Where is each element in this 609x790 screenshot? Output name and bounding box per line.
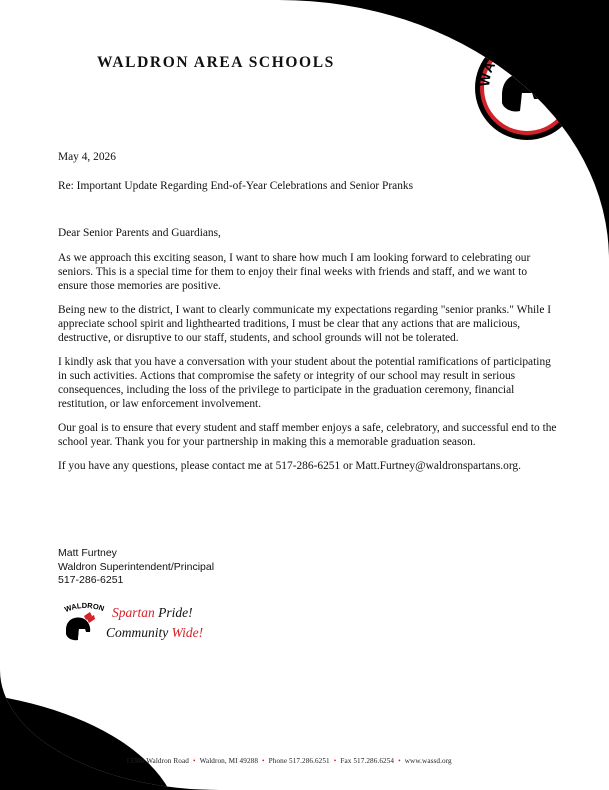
- footer-separator: •: [398, 757, 401, 765]
- letter-date: May 4, 2026: [58, 151, 116, 163]
- letter-greeting: Dear Senior Parents and Guardians,: [58, 227, 221, 239]
- letter-paragraph: As we approach this exciting season, I want to share how much I am looking forward to celebrating our seniors. This is a special time for them to enjoy their final weeks with friends and staff, and we want to ensure those memories are positive.: [58, 252, 531, 292]
- footer-address: 13380 Waldron Road: [126, 757, 189, 765]
- letterhead-title: WALDRON AREA SCHOOLS: [97, 54, 335, 71]
- signer-title: Waldron Superintendent/Principal: [58, 560, 215, 573]
- tagline-wide: Wide!: [171, 625, 204, 640]
- footer-separator: •: [333, 757, 337, 765]
- bottom-left-swoosh: [0, 690, 180, 790]
- footer-separator: •: [262, 757, 265, 765]
- letter-paragraph: If you have any questions, please contact me at 517-286-6251 or Matt.Furtney@waldronspartans.org.: [58, 460, 521, 472]
- spartan-tagline-logo: [60, 600, 112, 644]
- footer-phone: Phone 517.286.6251: [268, 757, 330, 765]
- letter-body: [58, 150, 558, 483]
- signer-name: Matt Furtney: [58, 547, 117, 559]
- tagline-logo-text: WALDRON: [63, 600, 106, 614]
- logo-arc-text: WALDRON: [475, 33, 549, 88]
- svg-text:WALDRON: [63, 601, 105, 614]
- footer-contact: [126, 757, 452, 765]
- letter-subject: Re: Important Update Regarding End-of-Year Celebrations and Senior Pranks: [58, 180, 414, 192]
- footer-fax: Fax 517.286.6254: [340, 757, 395, 765]
- spartan-helmet-logo: [472, 33, 582, 143]
- tagline-pride: Pride!: [158, 605, 193, 620]
- tagline-line-1: [112, 603, 203, 623]
- letter-paragraph: I kindly ask that you have a conversation with your student about the potential ramifications of participating in such activities. Actions that compromise the safety or integrity of our school may result in serious consequences, including the loss of the privilege to participate in the graduation ceremony, financial restitution, or law enforcement involvement.: [58, 356, 551, 410]
- tagline-line-2: [106, 623, 203, 643]
- footer-separator: •: [192, 757, 196, 765]
- letter-paragraph: Being new to the district, I want to clearly communicate my expectations regarding "senior pranks." While I appreciate school spirit and lighthearted traditions, I must be clear that any actions that are malicious, destructive, or disruptive to our staff, students, and school grounds will not be tolerated.: [58, 304, 552, 344]
- tagline-community: Community: [106, 625, 169, 640]
- tagline: [106, 603, 204, 643]
- tagline-spartan: Spartan: [112, 605, 155, 620]
- footer-city: Waldron, MI 49288: [199, 757, 259, 765]
- signer-phone: 517-286-6251: [58, 574, 124, 586]
- letter-paragraph: Our goal is to ensure that every student and staff member enjoys a safe, celebratory, and successful end to the school year. Thank you for your partnership in making this a memorable graduation season.: [58, 422, 557, 448]
- footer-website: www.wassd.org: [404, 757, 452, 765]
- signature-block: [58, 547, 214, 588]
